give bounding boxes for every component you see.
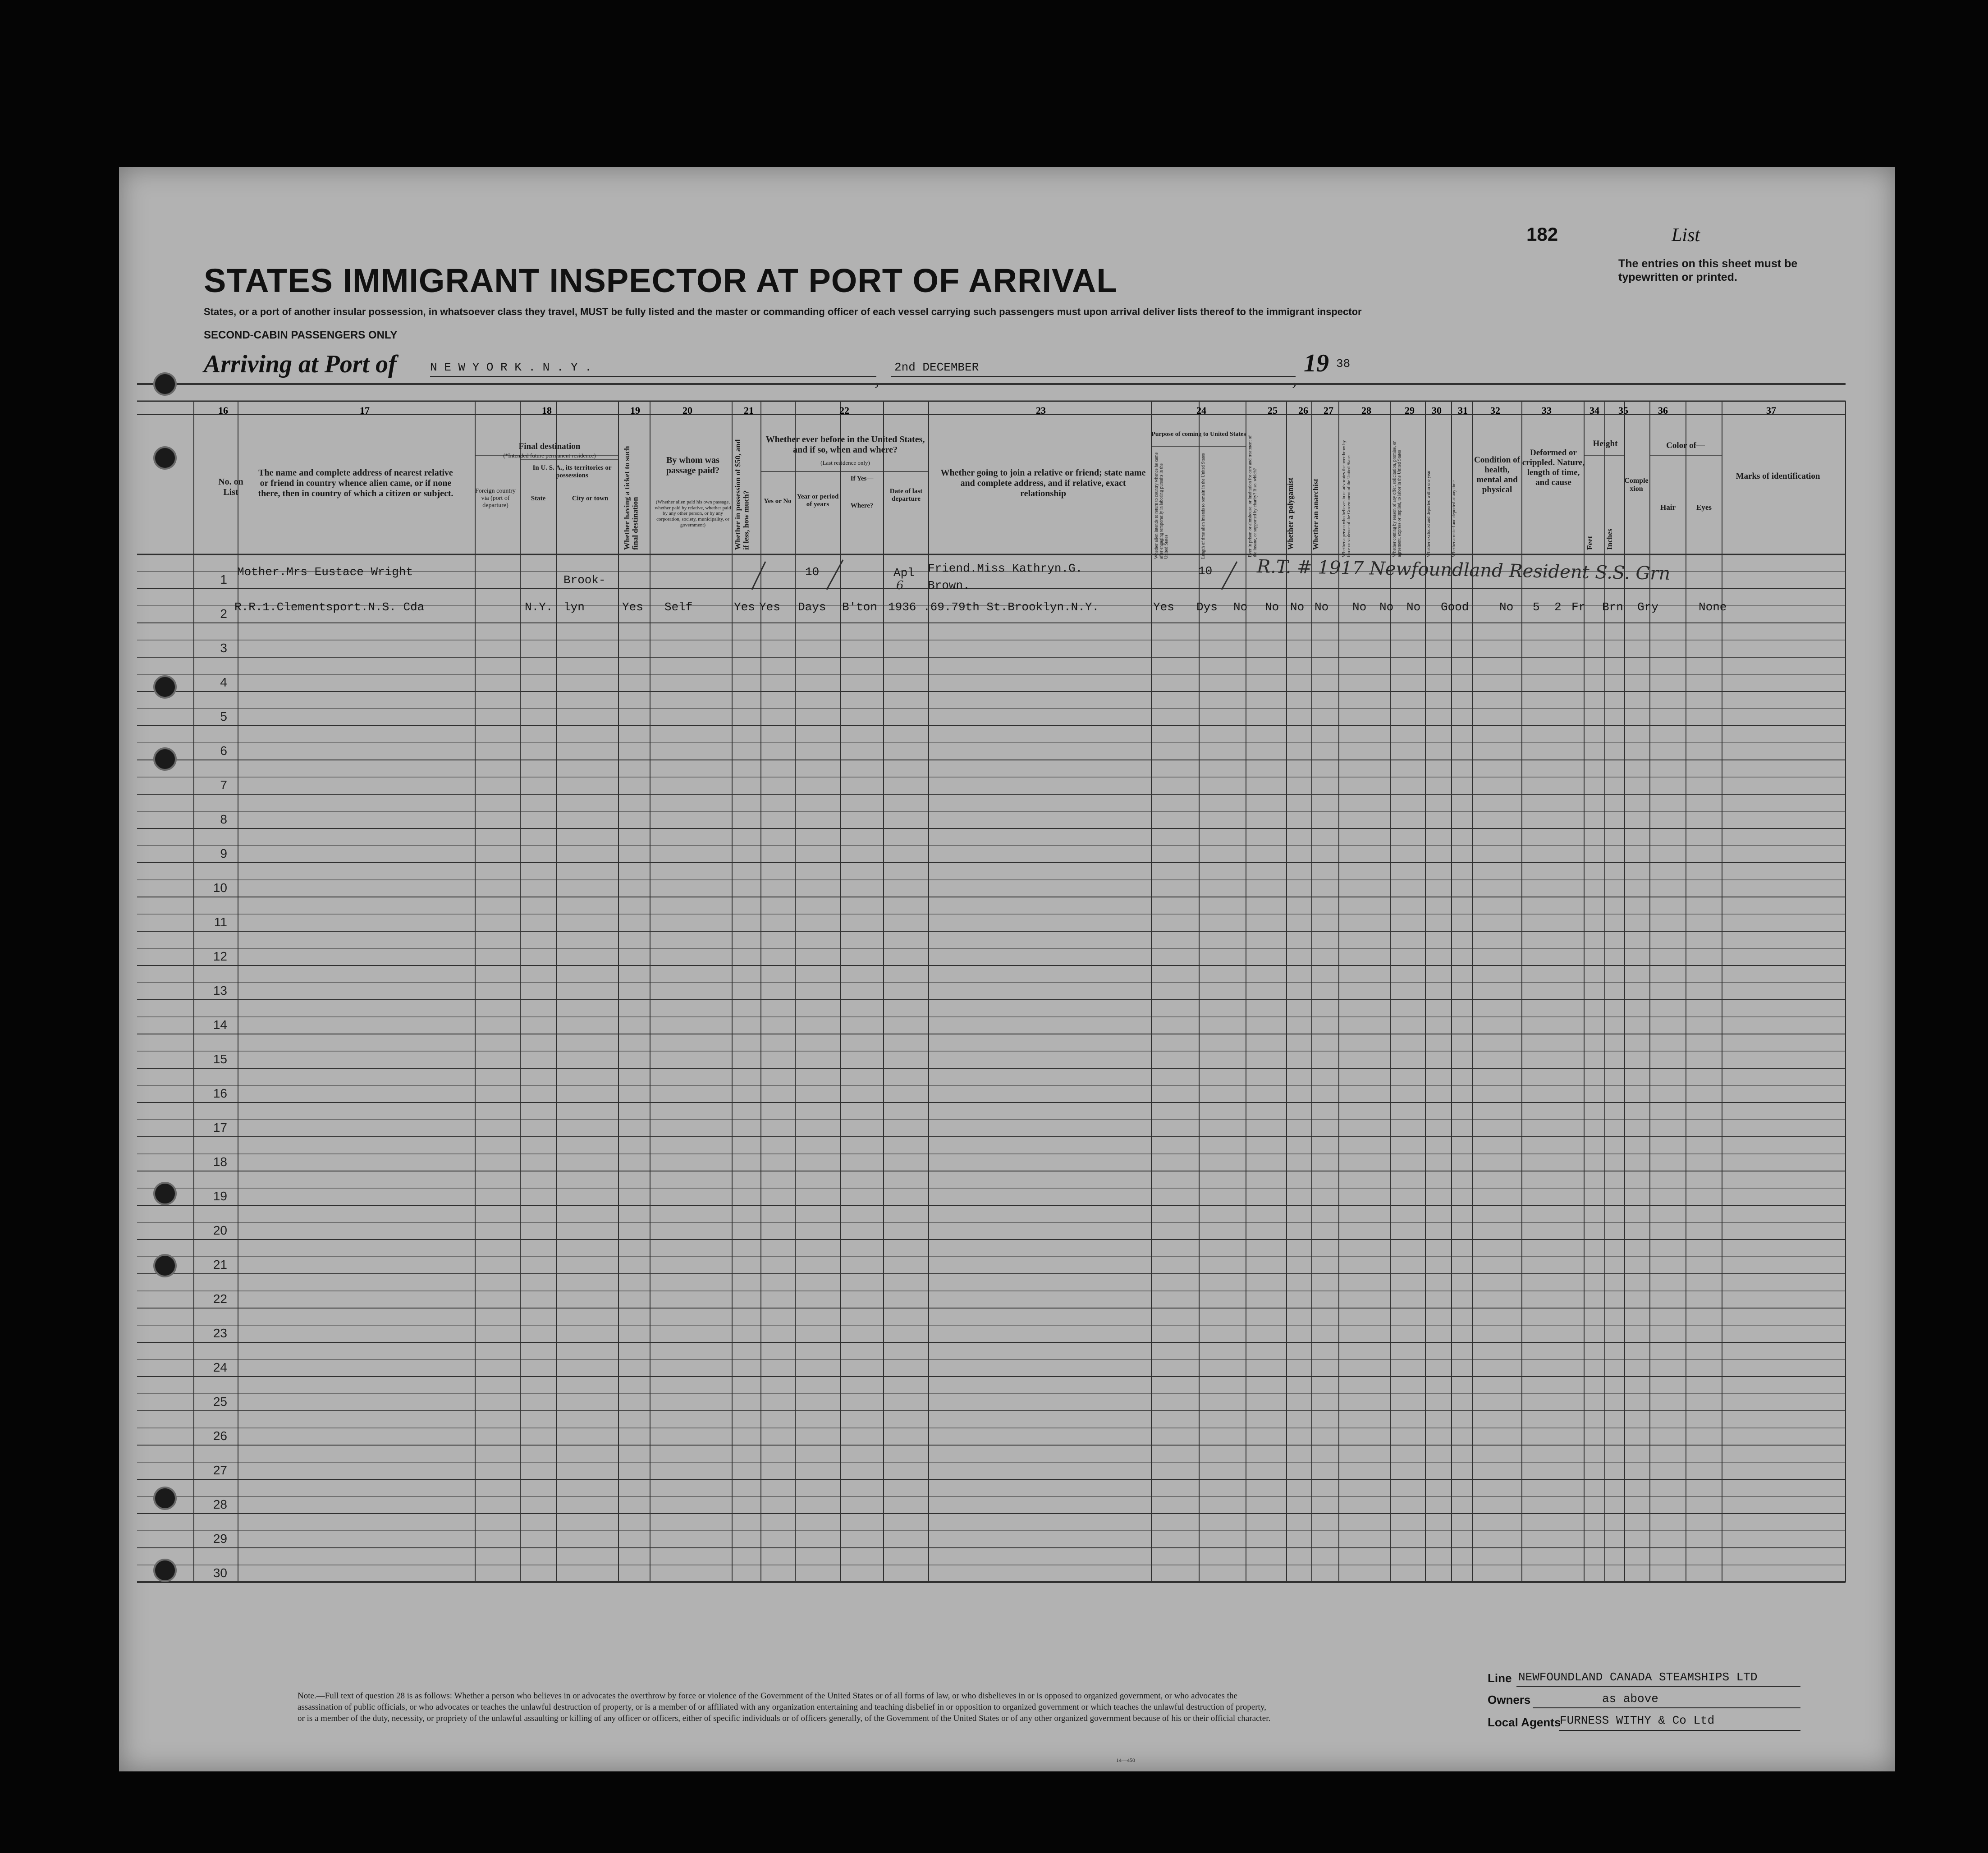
page-subtitle: States, or a port of another insular possession, in whatsoever class they travel, MUST be fully listed and the master or commanding officer of each vessel carrying such passengers must upon arrival deliver lists thereof to the immigrant inspector [204, 306, 1362, 317]
agents-underline [1559, 1730, 1800, 1731]
col35-heading: Complexion [1624, 477, 1649, 493]
comma-mark: , [875, 367, 879, 389]
line-label: Line [1488, 1671, 1512, 1685]
col22-ifyes: If Yes— [850, 475, 874, 482]
col31-heading: Whether arrested and deported at any time [1452, 480, 1457, 557]
dest-state: N.Y. [525, 600, 553, 614]
arriving-label: Arriving at Port of [204, 350, 397, 378]
join-line-3: .69.79th St.Brooklyn.N.Y. [923, 600, 1099, 614]
row-number: 29 [213, 1532, 227, 1546]
complexion-value: Fr [1571, 600, 1586, 614]
row-number: 27 [213, 1463, 227, 1477]
year-suffix: 38 [1336, 357, 1351, 371]
hair-value: Brn [1602, 600, 1623, 614]
col18-heading: Final destination [518, 442, 581, 451]
date-value: 2nd DECEMBER [894, 361, 979, 374]
line-value: NEWFOUNDLAND CANADA STEAMSHIPS LTD [1518, 1670, 1758, 1684]
col24-a: Whether alien intends to return to country whence he came after engaging temporarily in laboring pursuits in the United States [1154, 452, 1169, 559]
marks-value: None [1699, 600, 1727, 614]
row-number: 24 [213, 1360, 227, 1374]
col20-heading: By whom was passage paid? [666, 455, 720, 476]
column-number-21: 21 [744, 405, 754, 416]
col16-heading: No. on List [218, 477, 243, 497]
row-number: 16 [213, 1086, 227, 1100]
column-number-35: 35 [1618, 405, 1628, 416]
col18-usa: In U. S. A., its territories or possessions [532, 464, 612, 480]
column-number-33: 33 [1542, 405, 1552, 416]
inches-value: 2 [1554, 600, 1562, 614]
column-number-30: 30 [1432, 405, 1442, 416]
owners-label: Owners [1488, 1693, 1531, 1707]
col34-feet: Feet [1585, 535, 1594, 550]
column-number-22: 22 [839, 405, 849, 416]
agents-label: Local Agents [1488, 1716, 1561, 1729]
departure-line-3: 1936 [888, 600, 916, 614]
col36-hair: Hair [1660, 503, 1676, 512]
col21-heading: Whether in possession of $50, and if less, how much? [733, 439, 751, 550]
row-number: 20 [213, 1223, 227, 1237]
col34-inches: Inches [1605, 528, 1614, 550]
col34-heading: Height [1593, 439, 1618, 448]
column-number-20: 20 [683, 405, 692, 416]
period-line-1: 10 [805, 565, 820, 579]
col22-years: Year or period of years [797, 493, 839, 508]
ticket-value: Yes [622, 600, 643, 614]
prison-value: No [1233, 600, 1248, 614]
question-28-note: Note.—Full text of question 28 is as follows: Whether a person who believes in or advocates the overthrow by force or violence of the Government of the United States or of all forms of law, or who disbelieves in or is opposed to organized government, or who advocates the assassination of public officials, or who advocates or teaches the unlawful destruction of property, or is a member of or affiliated with any organization entertaining and teaching disbelief in or opposition to organized government or which teaches the unlawful destruction of property, or is a member of the duty, necessity, or propriety of the unlawful assaulting or killing of any officer or officers, either of specific individuals or of officers generally, of the Government of the United States or of any other organized government because of his or their official character. [298, 1691, 1271, 1724]
col27-heading: Whether an anarchist [1311, 478, 1320, 550]
col18-subheading: (*Intended future permanent residence) [503, 452, 596, 459]
row-number: 2 [220, 607, 227, 621]
column-number-36: 36 [1658, 405, 1668, 416]
relative-line-1: Mother.Mrs Eustace Wright [237, 565, 413, 579]
page-title: STATES IMMIGRANT INSPECTOR AT PORT OF ARRIVAL [204, 262, 1118, 299]
col22-subheading: (Last residence only) [820, 459, 870, 466]
column-number-29: 29 [1405, 405, 1415, 416]
col19-heading: Whether having a ticket to such final destination [623, 446, 640, 550]
paid-by-value: Self [664, 600, 693, 614]
departure-line-2: 6 [896, 579, 904, 592]
row-number: 6 [220, 744, 227, 758]
deformed-value: No [1499, 600, 1514, 614]
row-number: 5 [220, 709, 227, 723]
dest-city-line-2: lyn [563, 600, 585, 614]
owners-underline [1533, 1707, 1800, 1708]
row-number: 12 [213, 949, 227, 963]
binder-hole [153, 1559, 177, 1582]
anarchist-value: No [1290, 600, 1305, 614]
line-underline [1516, 1686, 1800, 1687]
class-note: SECOND-CABIN PASSENGERS ONLY [204, 329, 398, 341]
row-number: 23 [213, 1326, 227, 1340]
col33-heading: Deformed or crippled. Nature, length of time, and cause [1522, 448, 1585, 487]
q30-value: No [1379, 600, 1394, 614]
binder-hole [153, 747, 177, 771]
row-number: 1 [220, 572, 227, 586]
binder-hole [153, 446, 177, 470]
col36-eyes: Eyes [1696, 503, 1712, 512]
row-number: 17 [213, 1121, 227, 1135]
column-number-27: 27 [1324, 405, 1333, 416]
col23-heading: Whether going to join a relative or friend; state name and complete address, and if relative, exact relationship [940, 468, 1146, 499]
column-number-37: 37 [1766, 405, 1776, 416]
row-number: 8 [220, 812, 227, 826]
column-number-17: 17 [360, 405, 370, 416]
binder-hole [153, 372, 177, 396]
col22-heading: Whether ever before in the United States, and if so, when and where? [765, 435, 925, 455]
row-number: 15 [213, 1052, 227, 1066]
col25-heading: Ever in prison or almshouse, or institution for care and treatment of the insane, or supported by charity? If so, which? [1248, 435, 1258, 557]
feet-value: 5 [1533, 600, 1540, 614]
col30-heading: Whether excluded and deported within one year [1426, 470, 1431, 557]
column-number-18: 18 [542, 405, 552, 416]
col22-date: Date of last departure [889, 488, 923, 503]
check-marks [750, 558, 930, 594]
length-line-1: 10 [1198, 564, 1213, 578]
col18-foreign: Foreign country via (port of departure) [475, 488, 516, 509]
where-value: B'ton [842, 600, 878, 614]
polygamist-value: No [1265, 600, 1279, 614]
row-number: 13 [213, 984, 227, 997]
period-line-2: Days [798, 600, 826, 614]
column-number-32: 32 [1490, 405, 1500, 416]
row-number: 7 [220, 778, 227, 792]
column-number-31: 31 [1458, 405, 1468, 416]
q31-value: No [1406, 600, 1421, 614]
col37-heading: Marks of identification [1736, 471, 1820, 481]
row-number: 22 [213, 1292, 227, 1306]
column-number-25: 25 [1268, 405, 1278, 416]
comma-mark-2: , [1292, 367, 1297, 389]
col29-heading: Whether coming by reason of any offer, solicitation, promise, or agreement, express or implied, to labor in the United States [1392, 441, 1402, 557]
length-line-2: Dys [1196, 600, 1218, 614]
row-number: 9 [220, 846, 227, 860]
port-value: N E W Y O R K . N . Y . [430, 361, 592, 374]
col22-where: Where? [850, 502, 874, 509]
col24-b: Length of time alien intends to remain in the United States [1201, 453, 1206, 559]
money-value: Yes [734, 600, 755, 614]
q29-value: No [1352, 600, 1367, 614]
page-number: 182 [1526, 224, 1558, 245]
year-prefix: 19 [1304, 349, 1329, 377]
col26-heading: Whether a polygamist [1286, 477, 1295, 550]
typewriter-instruction: The entries on this sheet must be typewritten or printed. [1618, 257, 1798, 284]
col36-heading: Color of— [1666, 441, 1705, 450]
eyes-value: Gry [1637, 600, 1658, 614]
column-number-16: 16 [218, 405, 228, 416]
binder-hole [153, 1487, 177, 1510]
col28-heading: Whether a person who believes in or advocates the overthrow by force or violence of the Government of the United States [1342, 440, 1351, 557]
col18-city: City or town [572, 495, 609, 502]
form-number: 14—450 [1116, 1757, 1135, 1763]
row-number: 10 [213, 881, 227, 895]
q28-value: No [1315, 600, 1329, 614]
column-number-34: 34 [1589, 405, 1599, 416]
join-line-1: Friend.Miss Kathryn.G. [928, 562, 1083, 575]
handwritten-annotation: R.T. # 1917 Newfoundland Resident S.S. Grn [1256, 556, 1671, 585]
dest-city-line-1: Brook- [563, 573, 606, 587]
row-number: 21 [213, 1258, 227, 1272]
departure-line-1: Apl [893, 566, 915, 580]
column-number-26: 26 [1298, 405, 1308, 416]
check-mark-purpose [1219, 558, 1246, 594]
return-value: Yes [1153, 600, 1174, 614]
health-value: Good [1441, 600, 1469, 614]
binder-hole [153, 1254, 177, 1277]
row-number: 11 [214, 915, 227, 929]
column-number-24: 24 [1196, 405, 1206, 416]
row-number: 28 [213, 1497, 227, 1511]
column-number-23: 23 [1036, 405, 1046, 416]
manifest-table-grid [119, 167, 1895, 1771]
column-number-28: 28 [1361, 405, 1371, 416]
row-number: 18 [213, 1155, 227, 1169]
owners-value: as above [1602, 1692, 1658, 1706]
col18-state: State [531, 495, 546, 502]
row-number: 3 [220, 641, 227, 655]
row-number: 26 [213, 1429, 227, 1443]
agents-value: FURNESS WITHY & Co Ltd [1560, 1714, 1715, 1727]
row-number: 14 [213, 1018, 227, 1032]
row-number: 19 [213, 1189, 227, 1203]
list-label: List [1672, 225, 1700, 246]
row-number: 30 [213, 1566, 227, 1580]
col32-heading: Condition of health, mental and physical [1474, 455, 1520, 494]
relative-line-2: R.R.1.Clementsport.N.S. Cda [234, 600, 425, 614]
col17-heading: The name and complete address of nearest relative or friend in country whence alien came, or if none there, then in country of which a citizen or subject. [258, 468, 453, 499]
join-line-2: Brown. [928, 579, 970, 592]
binder-hole [153, 675, 177, 699]
column-number-19: 19 [630, 405, 640, 416]
col22-yes-no: Yes or No [764, 498, 792, 505]
row-number: 25 [213, 1395, 227, 1409]
col20-subheading: (Whether alien paid his own passage, whether paid by relative, whether paid by any other person, or by any corporation, society, municipality, or government) [655, 499, 731, 528]
binder-hole [153, 1182, 177, 1205]
col24-heading: Purpose of coming to United States [1151, 431, 1246, 438]
before-value: Yes [759, 600, 780, 614]
manifest-sheet [119, 167, 1895, 1771]
row-number: 4 [220, 675, 227, 689]
